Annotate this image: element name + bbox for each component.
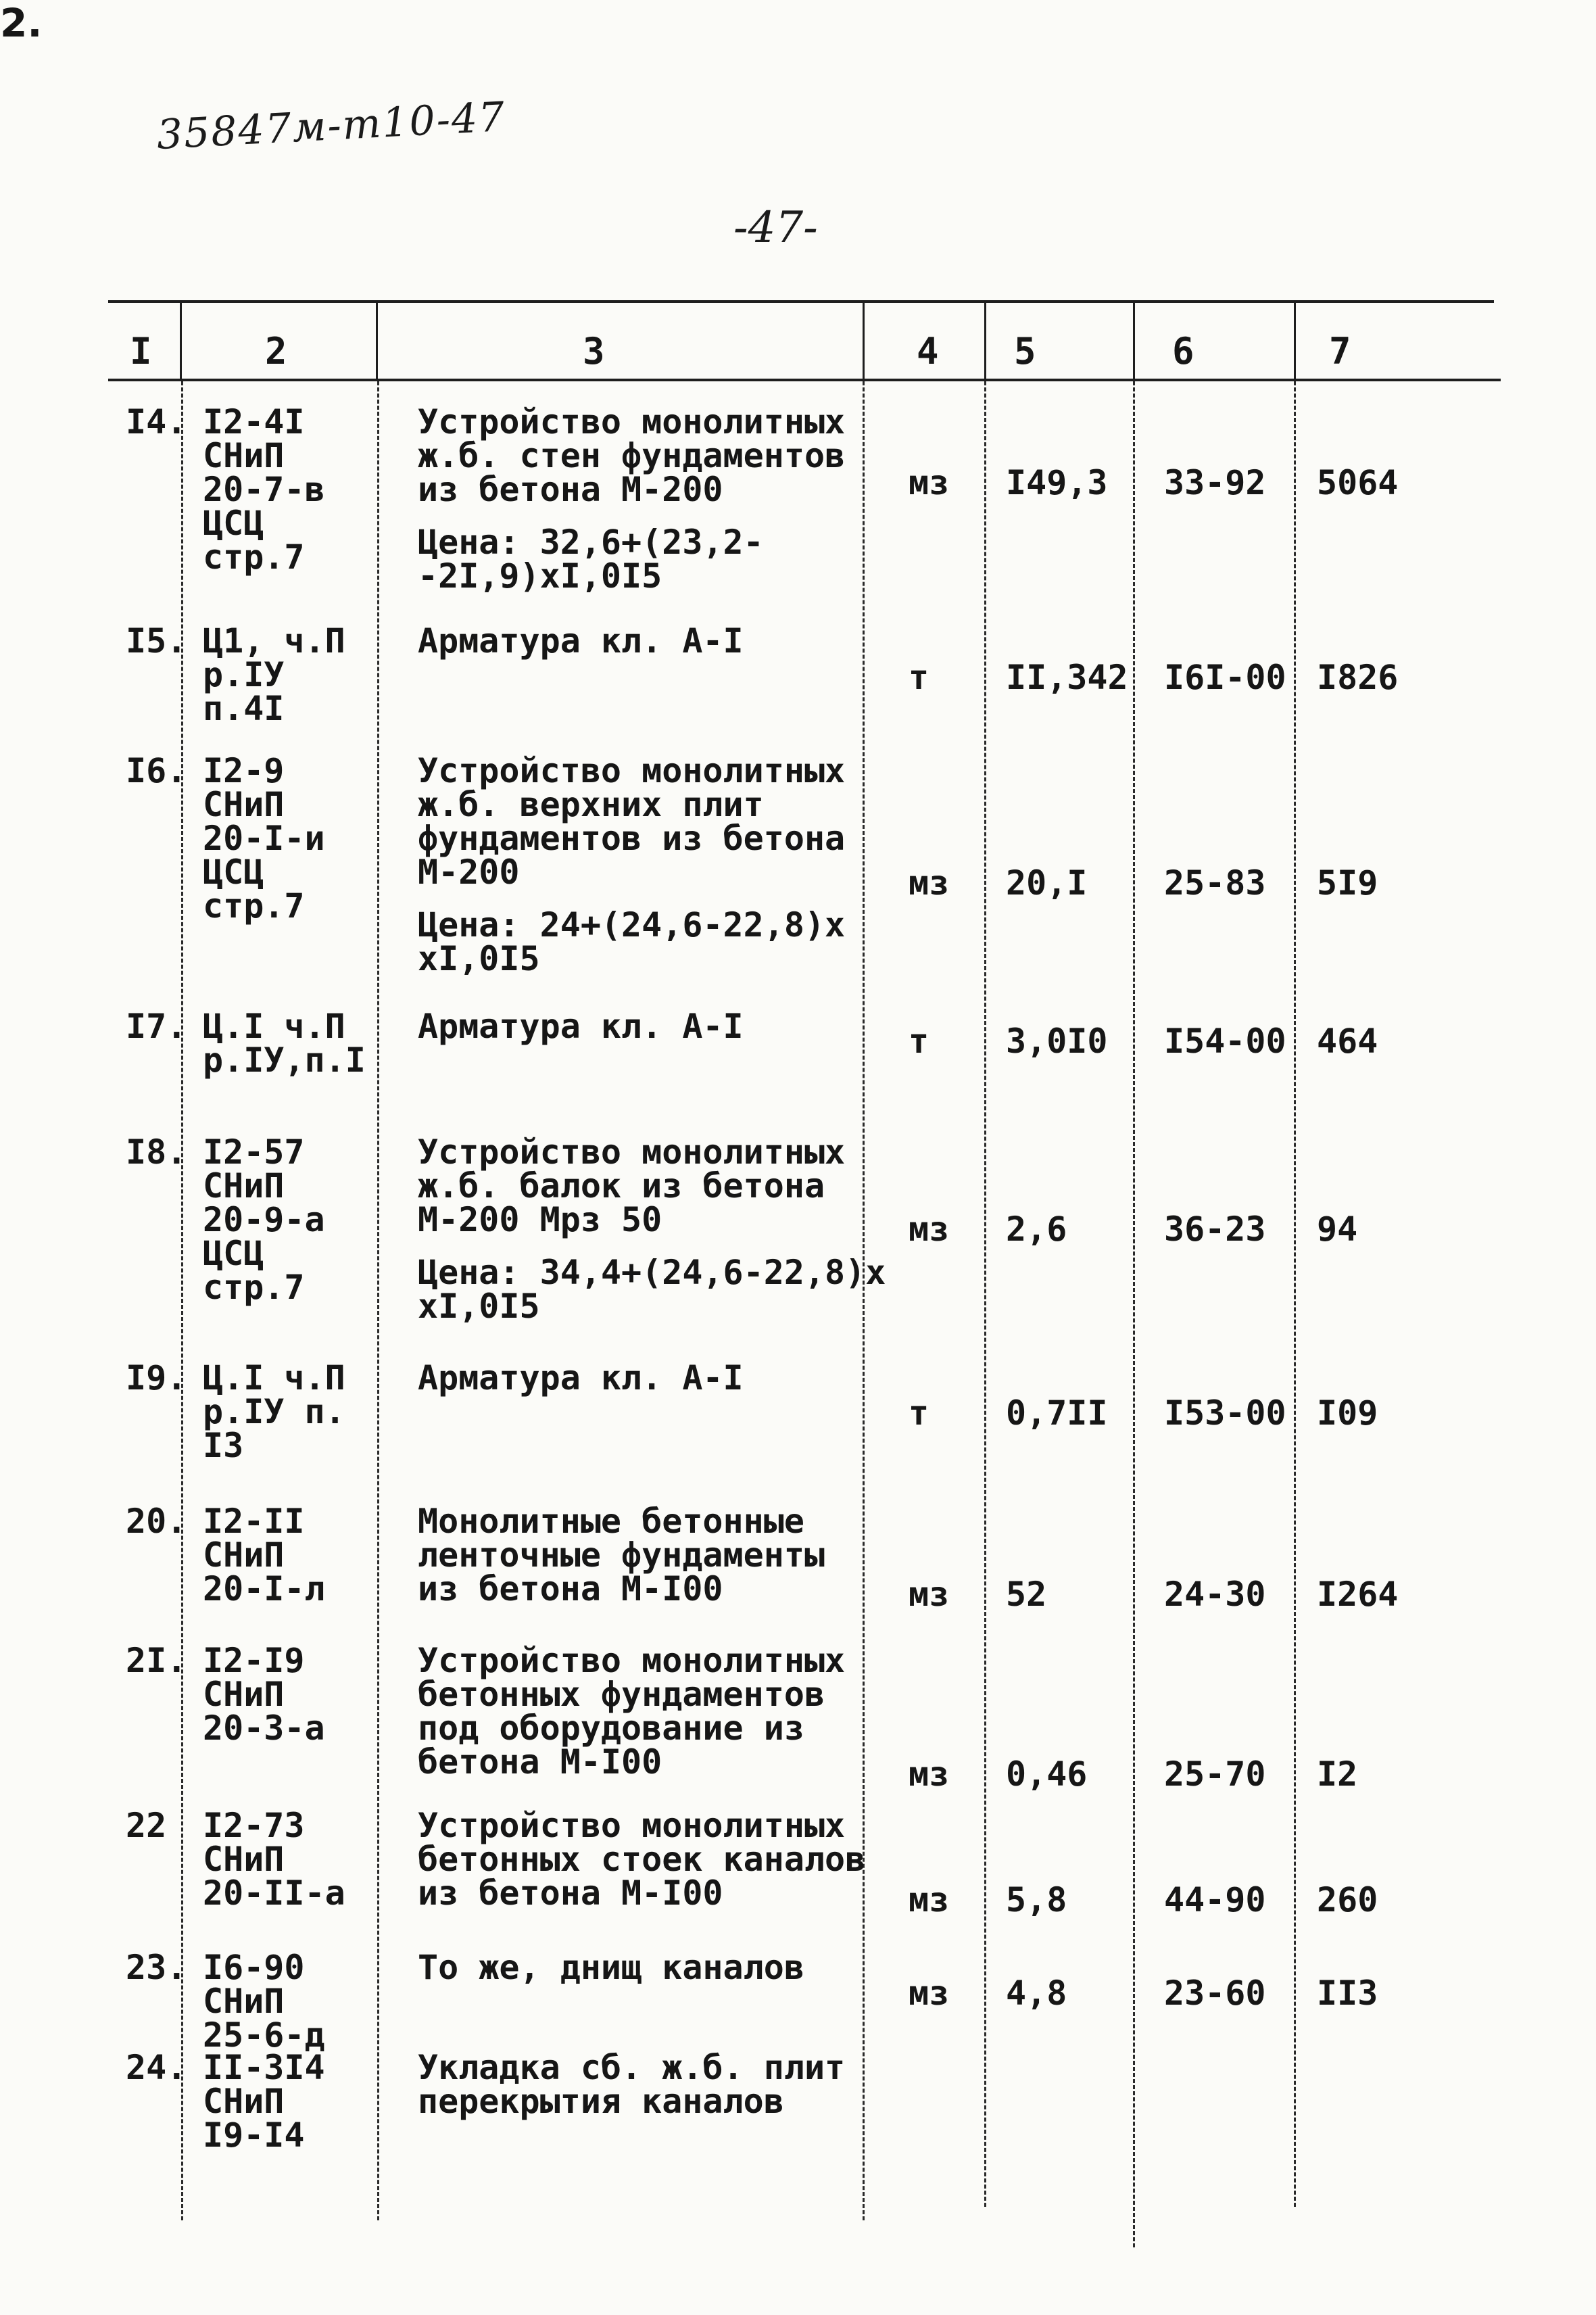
norm-reference-line: 20-3-а (203, 1709, 325, 1748)
norm-reference-line: р.IУ,п.I (203, 1041, 366, 1080)
norm-reference-line: I3 (203, 1426, 244, 1465)
column-divider-header (376, 303, 378, 379)
unit-rate-value: 33-92 (1164, 463, 1266, 502)
price-formula-line: Цена: 32,6+(23,2- (418, 523, 764, 562)
price-formula-line: -2I,9)хI,0I5 (418, 556, 662, 596)
norm-reference-line: 20-I-л (203, 1569, 325, 1608)
norm-reference-line: р.IУ (203, 655, 285, 694)
unit-rate-value: 44-90 (1164, 1880, 1266, 1919)
norm-reference-line: ЦСЦ (203, 853, 264, 892)
row-number: I6. (126, 751, 187, 790)
unit-rate-value: 36-23 (1164, 1210, 1266, 1249)
total-cost-value: 464 (1317, 1022, 1378, 1061)
column-header-5: 5 (1014, 330, 1036, 373)
norm-reference-line: СНиП (203, 1982, 285, 2021)
quantity-value: 3,0I0 (1006, 1022, 1108, 1061)
work-description-line: из бетона М-I00 (418, 1874, 723, 1913)
work-description-line: бетона М-I00 (418, 1742, 662, 1782)
column-divider (984, 381, 986, 2207)
unit-of-measure: мз (909, 1755, 950, 1794)
unit-of-measure: мз (909, 863, 950, 903)
work-description-line: перекрытия каналов (418, 2082, 784, 2121)
row-number: I4. (126, 402, 187, 441)
norm-reference-line: ЦСЦ (203, 1234, 264, 1273)
column-header-2: 2 (265, 330, 287, 373)
work-description-line: Устройство монолитных (418, 1641, 846, 1680)
total-cost-value: II3 (1317, 1974, 1378, 2013)
column-divider-header (863, 303, 865, 379)
norm-reference-line: СНиП (203, 785, 285, 824)
norm-reference-line: п.4I (203, 689, 285, 728)
norm-reference-line: СНиП (203, 1675, 285, 1714)
norm-reference-line: 20-II-а (203, 1874, 345, 1913)
norm-reference-line: 20-7-в (203, 470, 325, 509)
price-formula-line: хI,0I5 (418, 1287, 540, 1326)
norm-reference-line: I2-57 (203, 1132, 305, 1172)
quantity-value: 5,8 (1006, 1880, 1067, 1919)
column-header-4: 4 (917, 330, 939, 373)
row-number: I5. (126, 621, 187, 661)
norm-reference-line: I2-4I (203, 402, 305, 441)
norm-reference-line: стр.7 (203, 886, 305, 926)
unit-rate-value: 23-60 (1164, 1974, 1266, 2013)
column-header-1: I (130, 330, 152, 373)
document-code: 35847м-т10-47 (155, 93, 507, 159)
unit-of-measure: мз (909, 463, 950, 502)
row-number: 20. (126, 1502, 187, 1541)
norm-reference-line: стр.7 (203, 1268, 305, 1307)
table-top-border (108, 300, 1494, 303)
unit-of-measure: мз (909, 1575, 950, 1614)
work-description-line: бетонных стоек каналов (418, 1840, 866, 1879)
total-cost-value: 5I9 (1317, 863, 1378, 903)
norm-reference-line: СНиП (203, 1840, 285, 1879)
total-cost-value: I826 (1317, 658, 1399, 697)
total-cost-value: I09 (1317, 1393, 1378, 1433)
norm-reference-line: 20-I-и (203, 819, 325, 858)
work-description-line: Устройство монолитных (418, 751, 846, 790)
work-description-line: ленточные фундаменты (418, 1535, 825, 1575)
work-description-line: ж.б. верхних плит (418, 785, 764, 824)
work-description-line: ж.б. балок из бетона (418, 1166, 825, 1206)
unit-rate-value: 25-70 (1164, 1755, 1266, 1794)
work-description-line: М-200 (418, 853, 520, 892)
unit-of-measure: т (909, 1393, 929, 1433)
norm-reference-line: I2-II (203, 1502, 305, 1541)
norm-reference-line: р.IУ п. (203, 1392, 345, 1431)
quantity-value: 4,8 (1006, 1974, 1067, 2013)
column-divider-header (984, 303, 986, 379)
column-divider (863, 381, 865, 2220)
unit-of-measure: мз (909, 1210, 950, 1249)
norm-reference-line: стр.7 (203, 538, 305, 577)
work-description-line: Арматура кл. А-I (418, 1007, 744, 1046)
norm-reference-line: I6-90 (203, 1948, 305, 1987)
norm-reference-line: Ц.I ч.П (203, 1007, 345, 1046)
column-header-7: 7 (1329, 330, 1351, 373)
column-header-6: 6 (1172, 330, 1194, 373)
total-cost-value: I2 (1317, 1755, 1358, 1794)
row-number: I8. (126, 1132, 187, 1172)
work-description-line: Укладка сб. ж.б. плит (418, 2048, 846, 2087)
work-description-line: То же, днищ каналов (418, 1948, 804, 1987)
unit-of-measure: т (909, 658, 929, 697)
quantity-value: 20,I (1006, 863, 1088, 903)
unit-rate-value: I53-00 (1164, 1393, 1286, 1433)
unit-rate-value: 24-30 (1164, 1575, 1266, 1614)
work-description-line: Арматура кл. А-I (418, 1358, 744, 1398)
norm-reference-line: СНиП (203, 1535, 285, 1575)
row-number: 23. (126, 1948, 187, 1987)
work-description-line: Устройство монолитных (418, 402, 846, 441)
norm-reference-line: СНиП (203, 1166, 285, 1206)
norm-reference-line: СНиП (203, 436, 285, 475)
row-number: 22 (126, 1806, 167, 1845)
work-description-line: Устройство монолитных (418, 1806, 846, 1845)
work-description-line: фундаментов из бетона (418, 819, 846, 858)
column-divider (1133, 381, 1135, 2247)
norm-reference-line: I2-73 (203, 1806, 305, 1845)
total-cost-value: 5064 (1317, 463, 1399, 502)
column-header-3: 3 (583, 330, 605, 373)
column-divider-header (1294, 303, 1296, 379)
column-divider (377, 381, 379, 2220)
unit-rate-value: I6I-00 (1164, 658, 1286, 697)
price-formula-line: Цена: 34,4+(24,6-22,8)х (418, 1253, 886, 1292)
work-description-line: Арматура кл. А-I (418, 621, 744, 661)
work-description-line: Монолитные бетонные (418, 1502, 804, 1541)
norm-reference-line: ЦСЦ (203, 504, 264, 543)
norm-reference-line: Ц.I ч.П (203, 1358, 345, 1398)
unit-of-measure: мз (909, 1880, 950, 1919)
total-cost-value: 260 (1317, 1880, 1378, 1919)
total-cost-value: I264 (1317, 1575, 1399, 1614)
page-number: -47- (733, 203, 818, 253)
norm-reference-line: I9-I4 (203, 2116, 305, 2155)
work-description-line: под оборудование из (418, 1709, 804, 1748)
column-divider (1294, 381, 1296, 2207)
sheet-number: 2. (0, 0, 43, 46)
quantity-value: 52 (1006, 1575, 1047, 1614)
work-description-line: М-200 Мрз 50 (418, 1200, 662, 1239)
column-divider-header (180, 303, 182, 379)
total-cost-value: 94 (1317, 1210, 1358, 1249)
work-description-line: Устройство монолитных (418, 1132, 846, 1172)
norm-reference-line: II-3I4 (203, 2048, 325, 2087)
norm-reference-line: I2-I9 (203, 1641, 305, 1680)
row-number: 2I. (126, 1641, 187, 1680)
quantity-value: I49,3 (1006, 463, 1108, 502)
quantity-value: 0,7II (1006, 1393, 1108, 1433)
unit-of-measure: т (909, 1022, 929, 1061)
unit-of-measure: мз (909, 1974, 950, 2013)
norm-reference-line: СНиП (203, 2082, 285, 2121)
norm-reference-line: 25-6-д (203, 2015, 325, 2055)
price-formula-line: Цена: 24+(24,6-22,8)х (418, 905, 846, 945)
row-number: I7. (126, 1007, 187, 1046)
unit-rate-value: 25-83 (1164, 863, 1266, 903)
quantity-value: 2,6 (1006, 1210, 1067, 1249)
norm-reference-line: 20-9-а (203, 1200, 325, 1239)
price-formula-line: хI,0I5 (418, 939, 540, 978)
work-description-line: бетонных фундаментов (418, 1675, 825, 1714)
work-description-line: ж.б. стен фундаментов (418, 436, 846, 475)
quantity-value: 0,46 (1006, 1755, 1088, 1794)
work-description-line: из бетона М-I00 (418, 1569, 723, 1608)
row-number: 24. (126, 2048, 187, 2087)
column-divider-header (1133, 303, 1135, 379)
unit-rate-value: I54-00 (1164, 1022, 1286, 1061)
work-description-line: из бетона М-200 (418, 470, 723, 509)
row-number: I9. (126, 1358, 187, 1398)
header-bottom-border (108, 379, 1501, 381)
norm-reference-line: Ц1, ч.П (203, 621, 345, 661)
norm-reference-line: I2-9 (203, 751, 285, 790)
quantity-value: II,342 (1006, 658, 1128, 697)
